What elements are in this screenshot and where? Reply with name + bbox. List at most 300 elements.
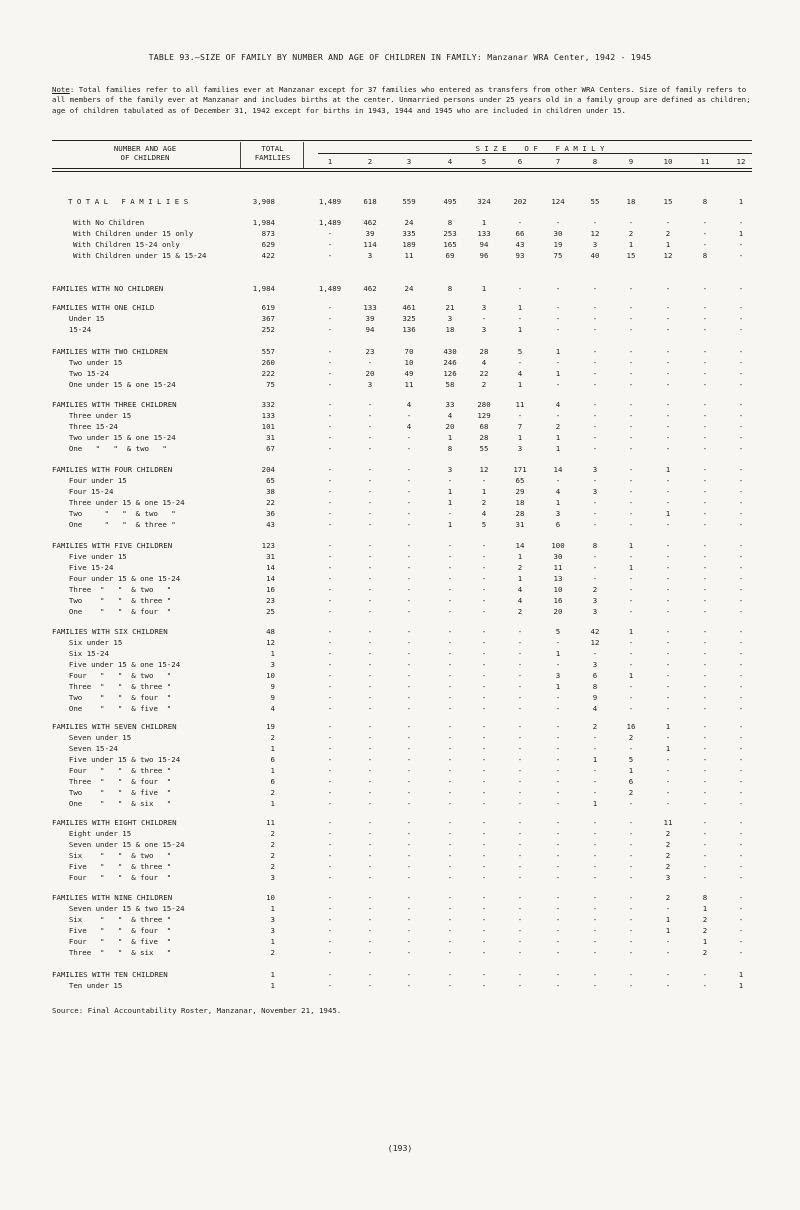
- row-label: Five under 15 & one 15-24: [60, 660, 181, 669]
- size-4-cell: -: [447, 671, 453, 680]
- size-6-cell: 18: [515, 498, 525, 507]
- size-9-cell: -: [628, 574, 634, 583]
- size-1-cell: -: [327, 325, 333, 334]
- size-6-cell: 3: [517, 444, 523, 453]
- size-12-cell: -: [738, 422, 744, 431]
- page-number: (193): [387, 1143, 413, 1153]
- size-7-cell: -: [555, 788, 561, 797]
- size-11-cell: -: [702, 873, 708, 882]
- size-1-cell: -: [327, 904, 333, 913]
- size-10-cell: -: [665, 937, 671, 946]
- size-8-cell: 3: [592, 607, 598, 616]
- size-10-cell: -: [665, 380, 671, 389]
- size-3-cell: -: [406, 981, 412, 990]
- total-families-cell: 557: [261, 347, 275, 356]
- size-2-cell: -: [367, 904, 373, 913]
- total-header-line2: FAMILIES: [254, 153, 291, 162]
- size-7-cell: 5: [555, 627, 561, 636]
- size-10-cell: -: [665, 520, 671, 529]
- size-2-cell: 39: [365, 314, 375, 323]
- size-12-cell: -: [738, 915, 744, 924]
- size-7-cell: -: [555, 314, 561, 323]
- size-9-cell: 15: [626, 251, 636, 260]
- table-row: [0, 626, 800, 637]
- size-6-cell: -: [517, 284, 523, 293]
- size-8-cell: -: [592, 766, 598, 775]
- size-7-cell: 1: [555, 433, 561, 442]
- size-12-cell: -: [738, 465, 744, 474]
- total-families-cell: 36: [266, 509, 275, 518]
- size-12-cell: -: [738, 788, 744, 797]
- total-families-cell: 2: [270, 948, 275, 957]
- size-6-cell: -: [517, 862, 523, 871]
- size-1-cell: -: [327, 799, 333, 808]
- size-1-cell: -: [327, 937, 333, 946]
- size-9-cell: -: [628, 682, 634, 691]
- size-3-cell: -: [406, 926, 412, 935]
- size-6-cell: -: [517, 744, 523, 753]
- size-10-cell: 1: [665, 915, 671, 924]
- size-2-cell: -: [367, 498, 373, 507]
- size-8-cell: -: [592, 444, 598, 453]
- size-12-cell: -: [738, 218, 744, 227]
- table-row: [0, 969, 800, 980]
- size-2-cell: 618: [363, 197, 377, 206]
- size-2-cell: -: [367, 937, 373, 946]
- size-9-cell: 18: [626, 197, 636, 206]
- table-row: [0, 346, 800, 357]
- size-7-cell: -: [555, 733, 561, 742]
- size-12-cell: -: [738, 862, 744, 871]
- size-2-cell: -: [367, 733, 373, 742]
- total-families-cell: 14: [266, 563, 275, 572]
- size-3-cell: -: [406, 433, 412, 442]
- size-6-cell: -: [517, 829, 523, 838]
- header-divider: [303, 142, 304, 168]
- size-4-cell: 1: [447, 433, 453, 442]
- size-12-cell: -: [738, 325, 744, 334]
- size-2-cell: -: [367, 766, 373, 775]
- size-11-cell: 2: [702, 926, 708, 935]
- size-7-cell: -: [555, 799, 561, 808]
- size-4-cell: 1: [447, 498, 453, 507]
- size-9-cell: -: [628, 829, 634, 838]
- size-12-cell: -: [738, 937, 744, 946]
- total-families-cell: 133: [261, 411, 275, 420]
- size-8-cell: -: [592, 970, 598, 979]
- table-row: [0, 776, 800, 787]
- size-9-cell: -: [628, 422, 634, 431]
- size-6-cell: 31: [515, 520, 525, 529]
- size-10-cell: -: [665, 693, 671, 702]
- total-families-cell: 422: [261, 251, 275, 260]
- size-7-cell: -: [555, 755, 561, 764]
- size-9-cell: 6: [628, 777, 634, 786]
- row-label: Ten under 15: [60, 981, 123, 990]
- size-6-cell: -: [517, 411, 523, 420]
- size-11-cell: 2: [702, 915, 708, 924]
- size-8-cell: -: [592, 777, 598, 786]
- table-row: [0, 787, 800, 798]
- total-families-cell: 2: [270, 829, 275, 838]
- row-label: One " " & six ": [60, 799, 172, 808]
- row-label: With Children under 15 only: [73, 229, 194, 238]
- size-2-cell: -: [367, 788, 373, 797]
- size-8-cell: -: [592, 380, 598, 389]
- size-3-cell: -: [406, 487, 412, 496]
- size-6-cell: -: [517, 948, 523, 957]
- size-7-cell: 11: [553, 563, 563, 572]
- size-6-cell: 1: [517, 433, 523, 442]
- size-3-cell: -: [406, 476, 412, 485]
- size-column-header: 1: [327, 157, 333, 166]
- size-11-cell: -: [702, 682, 708, 691]
- size-12-cell: -: [738, 498, 744, 507]
- size-8-cell: -: [592, 818, 598, 827]
- size-2-cell: -: [367, 682, 373, 691]
- size-12-cell: -: [738, 400, 744, 409]
- size-2-cell: -: [367, 704, 373, 713]
- size-8-cell: 3: [592, 465, 598, 474]
- size-11-cell: -: [702, 284, 708, 293]
- size-1-cell: -: [327, 314, 333, 323]
- size-1-cell: -: [327, 755, 333, 764]
- size-6-cell: -: [517, 818, 523, 827]
- row-label: Under 15: [60, 314, 105, 323]
- size-7-cell: -: [555, 904, 561, 913]
- size-1-cell: -: [327, 552, 333, 561]
- size-4-cell: -: [447, 607, 453, 616]
- size-1-cell: -: [327, 358, 333, 367]
- size-1-cell: -: [327, 682, 333, 691]
- size-10-cell: -: [665, 284, 671, 293]
- total-families-cell: 1: [270, 649, 275, 658]
- size-9-cell: -: [628, 369, 634, 378]
- size-4-cell: -: [447, 627, 453, 636]
- size-11-cell: -: [702, 369, 708, 378]
- size-8-cell: -: [592, 563, 598, 572]
- size-8-cell: -: [592, 476, 598, 485]
- size-column-header: 2: [367, 157, 373, 166]
- size-2-cell: -: [367, 476, 373, 485]
- size-3-cell: 70: [404, 347, 414, 356]
- size-6-cell: 5: [517, 347, 523, 356]
- size-7-cell: 6: [555, 520, 561, 529]
- size-5-cell: -: [481, 574, 487, 583]
- size-10-cell: -: [665, 733, 671, 742]
- size-12-cell: -: [738, 303, 744, 312]
- size-7-cell: -: [555, 476, 561, 485]
- row-label: Eight under 15: [60, 829, 132, 838]
- size-10-cell: 1: [665, 509, 671, 518]
- size-1-cell: 1,489: [318, 218, 342, 227]
- size-12-cell: -: [738, 766, 744, 775]
- total-families-cell: 873: [261, 229, 275, 238]
- size-6-cell: -: [517, 693, 523, 702]
- total-families-cell: 12: [266, 638, 275, 647]
- table-row: [0, 947, 800, 958]
- size-5-cell: -: [481, 840, 487, 849]
- size-9-cell: 1: [628, 766, 634, 775]
- size-12-cell: -: [738, 444, 744, 453]
- size-8-cell: 55: [590, 197, 600, 206]
- table-row: [0, 681, 800, 692]
- size-9-cell: -: [628, 893, 634, 902]
- size-5-cell: -: [481, 904, 487, 913]
- size-11-cell: -: [702, 649, 708, 658]
- row-label: FAMILIES WITH FOUR CHILDREN: [52, 465, 173, 474]
- size-11-cell: -: [702, 607, 708, 616]
- size-9-cell: -: [628, 744, 634, 753]
- size-4-cell: 1: [447, 520, 453, 529]
- row-label: Seven 15-24: [60, 744, 118, 753]
- table-row: [0, 379, 800, 390]
- size-5-cell: -: [481, 671, 487, 680]
- total-families-cell: 31: [266, 552, 275, 561]
- size-6-cell: -: [517, 314, 523, 323]
- size-3-cell: 461: [402, 303, 416, 312]
- size-9-cell: -: [628, 314, 634, 323]
- size-5-cell: -: [481, 627, 487, 636]
- table-row: [0, 721, 800, 732]
- size-1-cell: -: [327, 347, 333, 356]
- table-row: [0, 443, 800, 454]
- size-5-cell: -: [481, 755, 487, 764]
- size-5-cell: -: [481, 818, 487, 827]
- size-5-cell: 3: [481, 303, 487, 312]
- size-3-cell: -: [406, 915, 412, 924]
- size-7-cell: -: [555, 893, 561, 902]
- size-6-cell: -: [517, 218, 523, 227]
- size-4-cell: -: [447, 704, 453, 713]
- size-11-cell: -: [702, 498, 708, 507]
- total-families-cell: 1: [270, 970, 275, 979]
- size-10-cell: -: [665, 433, 671, 442]
- table-row: [0, 508, 800, 519]
- row-label: With Children 15-24 only: [73, 240, 180, 249]
- size-8-cell: -: [592, 873, 598, 882]
- size-4-cell: -: [447, 788, 453, 797]
- total-families-cell: 2: [270, 862, 275, 871]
- size-8-cell: -: [592, 422, 598, 431]
- size-10-cell: -: [665, 704, 671, 713]
- size-11-cell: -: [702, 347, 708, 356]
- size-9-cell: -: [628, 487, 634, 496]
- table-row: [0, 421, 800, 432]
- size-12-cell: -: [738, 627, 744, 636]
- header-divider: [240, 142, 241, 168]
- size-5-cell: 324: [477, 197, 491, 206]
- size-9-cell: -: [628, 552, 634, 561]
- size-3-cell: -: [406, 799, 412, 808]
- table-row: [0, 861, 800, 872]
- size-3-cell: -: [406, 465, 412, 474]
- size-11-cell: 1: [702, 904, 708, 913]
- row-label: Five under 15 & two 15-24: [60, 755, 181, 764]
- size-6-cell: -: [517, 704, 523, 713]
- size-11-cell: -: [702, 487, 708, 496]
- size-4-cell: 3: [447, 314, 453, 323]
- size-4-cell: -: [447, 766, 453, 775]
- size-10-cell: 1: [665, 744, 671, 753]
- size-1-cell: -: [327, 444, 333, 453]
- size-4-cell: -: [447, 893, 453, 902]
- size-8-cell: 12: [590, 638, 600, 647]
- total-families-cell: 11: [266, 818, 275, 827]
- note-label: Note: [52, 85, 70, 94]
- size-8-cell: -: [592, 498, 598, 507]
- size-8-cell: -: [592, 926, 598, 935]
- size-2-cell: 20: [365, 369, 375, 378]
- size-10-cell: 2: [665, 829, 671, 838]
- size-5-cell: 28: [479, 347, 489, 356]
- size-8-cell: -: [592, 347, 598, 356]
- size-2-cell: -: [367, 862, 373, 871]
- size-5-cell: -: [481, 915, 487, 924]
- size-1-cell: -: [327, 607, 333, 616]
- total-families-cell: 367: [261, 314, 275, 323]
- table-row: [0, 551, 800, 562]
- size-1-cell: -: [327, 693, 333, 702]
- size-4-cell: 165: [443, 240, 457, 249]
- size-3-cell: -: [406, 937, 412, 946]
- size-5-cell: -: [481, 788, 487, 797]
- size-column-header: 3: [406, 157, 412, 166]
- row-label: FAMILIES WITH ONE CHILD: [52, 303, 155, 312]
- size-3-cell: -: [406, 660, 412, 669]
- size-10-cell: 2: [665, 862, 671, 871]
- size-1-cell: -: [327, 766, 333, 775]
- size-2-cell: -: [367, 422, 373, 431]
- size-3-cell: 4: [406, 422, 412, 431]
- table-row: [0, 606, 800, 617]
- size-4-cell: -: [447, 682, 453, 691]
- row-label: One under 15 & one 15-24: [60, 380, 176, 389]
- header-top-rule: [52, 140, 752, 141]
- size-11-cell: 8: [702, 893, 708, 902]
- size-column-header: 6: [517, 157, 523, 166]
- total-families-cell: 23: [266, 596, 275, 605]
- table-row: [0, 239, 800, 250]
- size-7-cell: 3: [555, 509, 561, 518]
- size-7-cell: 10: [553, 585, 563, 594]
- size-5-cell: 68: [479, 422, 489, 431]
- size-5-cell: 22: [479, 369, 489, 378]
- row-label: Three " " & six ": [60, 948, 172, 957]
- size-5-cell: 2: [481, 380, 487, 389]
- size-9-cell: -: [628, 873, 634, 882]
- size-11-cell: -: [702, 380, 708, 389]
- size-7-cell: -: [555, 818, 561, 827]
- size-8-cell: -: [592, 574, 598, 583]
- size-12-cell: 1: [738, 970, 744, 979]
- size-4-cell: -: [447, 638, 453, 647]
- size-5-cell: -: [481, 873, 487, 882]
- size-9-cell: -: [628, 520, 634, 529]
- row-label: Two " " & four ": [60, 693, 172, 702]
- size-6-cell: 93: [515, 251, 525, 260]
- size-10-cell: -: [665, 607, 671, 616]
- size-8-cell: -: [592, 981, 598, 990]
- size-3-cell: -: [406, 904, 412, 913]
- row-label: Four " " & five ": [60, 937, 172, 946]
- size-4-cell: -: [447, 829, 453, 838]
- size-2-cell: -: [367, 671, 373, 680]
- size-2-cell: 133: [363, 303, 377, 312]
- table-row: [0, 497, 800, 508]
- size-of-family-header: S I Z E O F F A M I L Y: [475, 144, 605, 153]
- table-row: [0, 892, 800, 903]
- size-7-cell: -: [555, 722, 561, 731]
- size-12-cell: -: [738, 704, 744, 713]
- size-6-cell: -: [517, 926, 523, 935]
- size-2-cell: -: [367, 948, 373, 957]
- size-1-cell: -: [327, 411, 333, 420]
- size-9-cell: -: [628, 444, 634, 453]
- size-1-cell: -: [327, 520, 333, 529]
- size-1-cell: -: [327, 948, 333, 957]
- size-12-cell: -: [738, 660, 744, 669]
- size-11-cell: -: [702, 981, 708, 990]
- size-3-cell: 325: [402, 314, 416, 323]
- size-2-cell: -: [367, 400, 373, 409]
- size-8-cell: 4: [592, 704, 598, 713]
- table-row: [0, 914, 800, 925]
- size-11-cell: -: [702, 422, 708, 431]
- size-3-cell: -: [406, 766, 412, 775]
- size-2-cell: -: [367, 638, 373, 647]
- size-5-cell: -: [481, 585, 487, 594]
- size-9-cell: 1: [628, 671, 634, 680]
- table-row: [0, 936, 800, 947]
- size-9-cell: 5: [628, 755, 634, 764]
- size-11-cell: -: [702, 704, 708, 713]
- size-3-cell: -: [406, 509, 412, 518]
- total-families-cell: 10: [266, 893, 275, 902]
- size-6-cell: 28: [515, 509, 525, 518]
- size-12-cell: 1: [738, 981, 744, 990]
- size-7-cell: 19: [553, 240, 563, 249]
- size-10-cell: -: [665, 981, 671, 990]
- size-4-cell: -: [447, 733, 453, 742]
- size-7-cell: 14: [553, 465, 563, 474]
- size-12-cell: -: [738, 682, 744, 691]
- total-families-cell: 1: [270, 904, 275, 913]
- size-7-cell: 20: [553, 607, 563, 616]
- size-5-cell: -: [481, 799, 487, 808]
- size-1-cell: -: [327, 422, 333, 431]
- size-3-cell: 11: [404, 380, 414, 389]
- size-8-cell: -: [592, 520, 598, 529]
- row-label: Two under 15 & one 15-24: [60, 433, 176, 442]
- row-label: One " " & two ": [60, 444, 167, 453]
- size-2-cell: -: [367, 433, 373, 442]
- row-label: Six 15-24: [60, 649, 109, 658]
- size-7-cell: -: [555, 325, 561, 334]
- size-12-cell: -: [738, 818, 744, 827]
- size-column-header: 5: [481, 157, 487, 166]
- row-label: One " " & four ": [60, 607, 172, 616]
- row-label: FAMILIES WITH SIX CHILDREN: [52, 627, 168, 636]
- size-2-cell: 3: [367, 251, 373, 260]
- size-4-cell: -: [447, 596, 453, 605]
- table-row: [0, 196, 800, 207]
- size-10-cell: 2: [665, 840, 671, 849]
- size-4-cell: 58: [445, 380, 455, 389]
- total-families-cell: 2: [270, 733, 275, 742]
- size-4-cell: -: [447, 937, 453, 946]
- size-5-cell: 94: [479, 240, 489, 249]
